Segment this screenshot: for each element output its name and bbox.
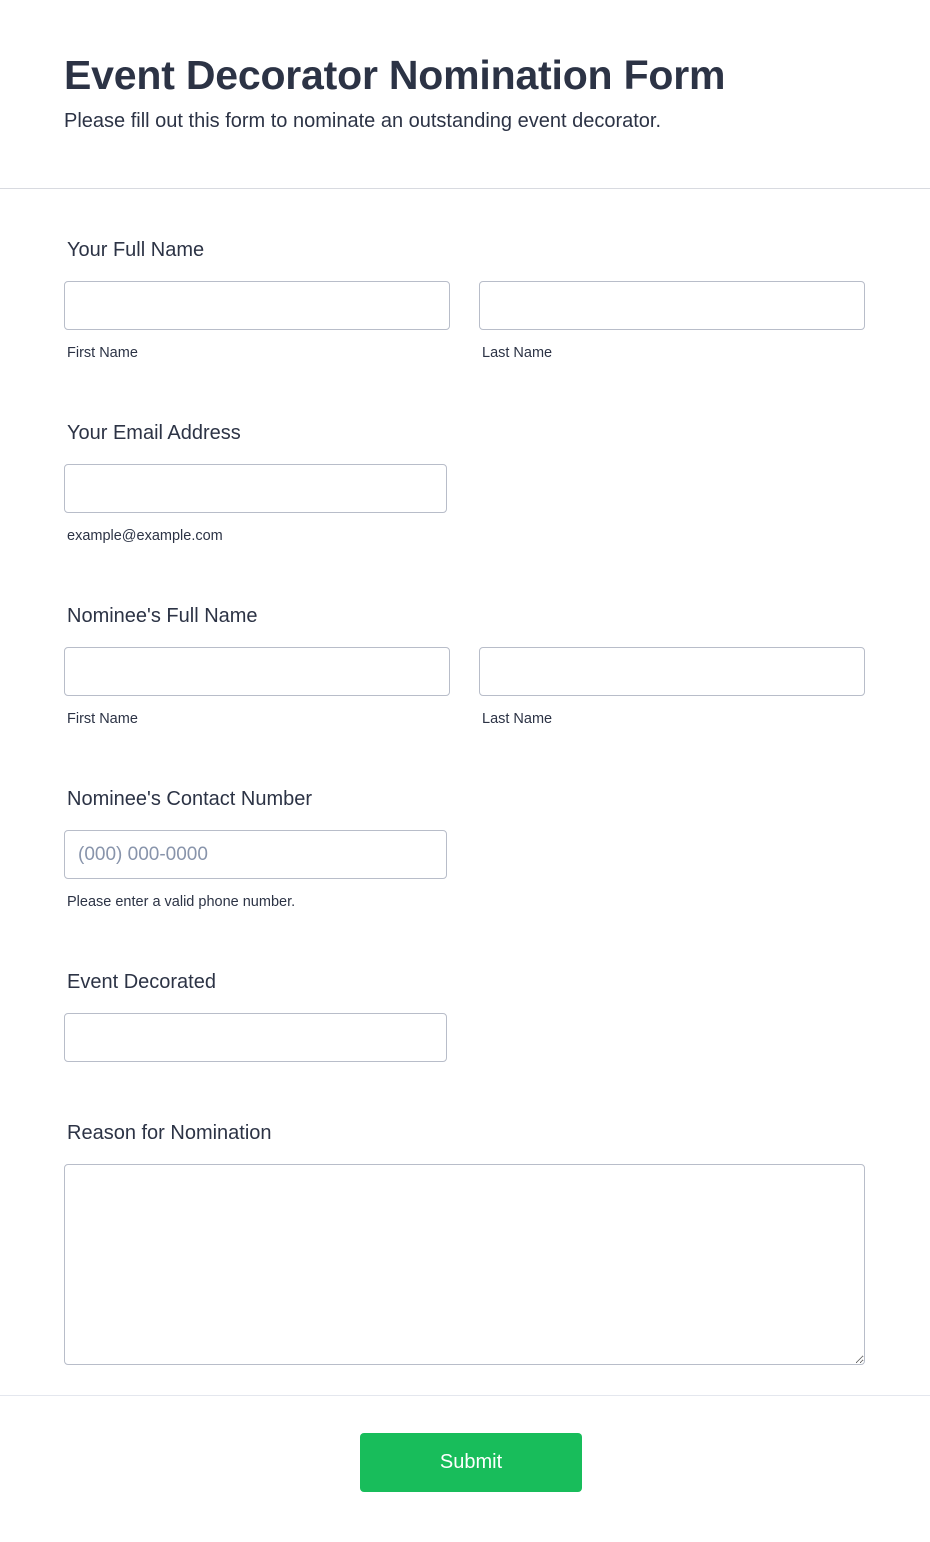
nominee-full-name-label: Nominee's Full Name — [67, 605, 258, 627]
your-last-name-input[interactable] — [479, 281, 865, 330]
event-decorated-label: Event Decorated — [67, 971, 216, 993]
nominee-phone-label: Nominee's Contact Number — [67, 788, 313, 810]
nominee-last-name-input[interactable] — [479, 647, 865, 696]
submit-button[interactable]: Submit — [360, 1433, 582, 1492]
nominee-phone-input[interactable] — [64, 830, 447, 879]
your-full-name-label: Your Full Name — [67, 239, 205, 261]
page-subtitle: Please fill out this form to nominate an outstanding event decorator. — [64, 110, 662, 132]
nominee-first-name-sublabel: First Name — [67, 711, 138, 727]
nominee-phone-sublabel: Please enter a valid phone number. — [67, 894, 296, 910]
event-decorated-input[interactable] — [64, 1013, 447, 1062]
email-label: Your Email Address — [67, 422, 241, 444]
page-title: Event Decorator Nomination Form — [64, 52, 726, 98]
email-sublabel: example@example.com — [67, 528, 223, 544]
form-header — [0, 0, 930, 189]
nominee-first-name-input[interactable] — [64, 647, 450, 696]
nominee-last-name-sublabel: Last Name — [482, 711, 553, 727]
your-first-name-sublabel: First Name — [67, 345, 138, 361]
reason-label: Reason for Nomination — [67, 1122, 272, 1144]
reason-textarea[interactable] — [64, 1164, 865, 1365]
email-input[interactable] — [64, 464, 447, 513]
your-first-name-input[interactable] — [64, 281, 450, 330]
footer-divider — [0, 1395, 930, 1396]
your-last-name-sublabel: Last Name — [482, 345, 553, 361]
